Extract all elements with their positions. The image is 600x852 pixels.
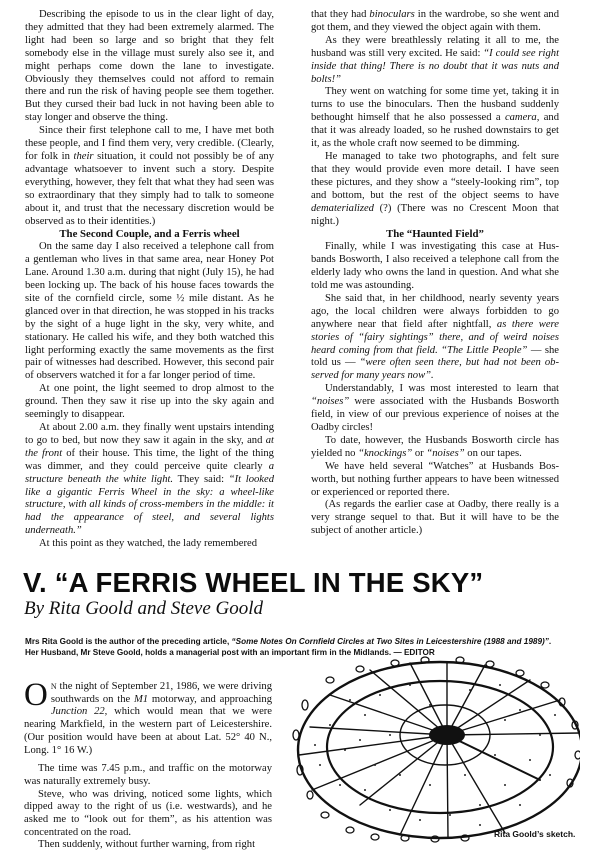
right-column bbox=[311, 9, 559, 538]
paragraph: Then suddenly, without further warning, from right bbox=[38, 839, 256, 851]
paragraph: At one point, the light seemed to drop almost to the ground. Then they saw it rise up into the sky again and seemingly to disappear. bbox=[25, 383, 274, 421]
paragraph: As they were breathlessly relating it all to me, the husband was still very excited. He said: “I could see right inside that thing! There is no doubt that it was nuts and bolts!” bbox=[311, 34, 560, 85]
paragraph: Describing the episode to us in the clear light of day, they admitted that they had been extremely alarmed. The light had been so large and so bright that they felt somebody else in the village must surely also see it, and might perhaps come down the lane to investigate. Obviously they themselves could not afford to remain there and run the risk of having people see them together. But they cursed their bad luck in not having been able to stay longer and observe the thing. bbox=[25, 9, 274, 124]
paragraph: Since their first telephone call to me, I have met both these people, and I find them very, very credible. (Clearly, for folk in their situation, it could not possibly be of any advantage whatsoever to invent such a story. Despite everything, however, they felt that what they had seen was so extraordinary that they simply had to talk to someone about it, and trust that the necessary discretion would be observed as to their identities.) bbox=[25, 125, 274, 227]
article-body bbox=[24, 677, 272, 852]
paragraph: They went on watching for some time yet, taking it in turns to use the binoculars. Then the husband suddenly bethought himself that he also possessed a camera, and that it was already loaded, so he rushed downstairs to get it, as the whole craft now seemed to be dimming. bbox=[311, 86, 559, 150]
paragraph: On the same day I also received a telephone call from a gentleman who lives in that same area, near Honey Pot Lane. Around 1.30 a.m. during that night (July 15), he had been locking up. The back of his house faces towards the site of the cornfield circle, some ½ mile distant. As he glanced over in that direction, he was stopped in his tracks by the sight of a huge light in the sky, very white, and stationary. He called his wife, and they both watched this light performing exactly the same movements as the first pair of witnesses had described. However, this second pair of observers watched it for a far longer period of time. bbox=[25, 241, 274, 382]
paragraph: The time was 7.45 p.m., and traffic on the motorway was naturally extremely busy. bbox=[24, 763, 272, 787]
spokes bbox=[299, 662, 580, 838]
ferris-wheel-sketch bbox=[290, 655, 580, 845]
figure-caption: Rita Goold’s sketch. bbox=[494, 829, 576, 839]
paragraph: To date, however, the Husbands Bosworth circle has yielded no “knockings” or “noises” on our tapes. bbox=[311, 434, 559, 459]
paragraph: We have held several “Watches” at Husbands Bosworth, but nothing further appears to have been witnessed or experienced or reported there. bbox=[311, 460, 559, 498]
paragraph: Finally, while I was investigating this case at Husbands Bosworth, I also received a telephone call from the elderly lady who owns the land in question. And what she told me was astounding. bbox=[311, 241, 559, 292]
section-heading: The “Haunted Field” bbox=[386, 228, 484, 241]
drop-cap: O bbox=[24, 677, 48, 713]
editor-note: Mrs Rita Goold is the author of the preceding article, “Some Notes On Cornfield Circles at Two Sites in Leicestershire (1988 and 1989)”. Her Husband, Mr Steve Goold, holds a managerial post with an important firm in the Midlands. — EDITOR bbox=[25, 637, 552, 657]
section-heading: The Second Couple, and a Ferris wheel bbox=[59, 228, 240, 241]
paragraph: Steve, who was driving, noticed some lights, which dipped away to the right of us (i.e. westwards), and he asked me to “look out for them”, as his attention was concentrated on the road. bbox=[24, 788, 272, 838]
paragraph: Understandably, I was most interested to learn that “noises” were associated with the Husbands Bosworth field, in view of our previous experience of noises at the Oadby circles! bbox=[311, 383, 559, 433]
hub bbox=[429, 725, 465, 745]
paragraph: She said that, in her childhood, nearly seventy years ago, the local children were always forbidden to go anywhere near that field after nightfall, as there were stories of “fairy sightings” there, and of weird noises heard coming from that field. “The Little People” — she told us — “were often seen there, but had not been observed for many years now”. bbox=[311, 292, 560, 382]
paragraph: ON the night of September 21, 1986, we were driving southwards on the M1 motorway, and approaching Junction 22, which would mean that we were nearing Markfield, in the western part of Leicestershire. (Our position would have been at about Lat. 52° 40 N., Long. 1° 16 W.) bbox=[24, 677, 272, 756]
paragraph: He managed to take two photographs, and felt sure that they would provide even more detail. I have seen these pictures, and they show a “steely-looking rim”, top and bottom, but the rest of the object seems to have dematerialized (?) (There was no Crescent Moon that night.) bbox=[311, 150, 559, 227]
article-byline: By Rita Goold and Steve Goold bbox=[24, 598, 264, 619]
paragraph: At about 2.00 a.m. they finally went upstairs intending to go to bed, but now they saw it again in the sky, and at the front of their house. This time, the light of the thing was dimmer, and they could perceive quite clearly a structure beneath the white light. They said: “It looked like a gigantic Ferris Wheel in the sky: a wheel-like structure, with all kinds of cross-members in the middle: it had the appearance of steel, and several lights underneath.” bbox=[25, 422, 274, 537]
left-column bbox=[25, 9, 274, 551]
article-title: V. “A FERRIS WHEEL IN THE SKY” bbox=[23, 567, 484, 598]
paragraph: (As regards the earlier case at Oadby, there really is a very strange sequel to that. But it will have to be the subject of another article.) bbox=[311, 499, 559, 537]
paragraph: At this point as they watched, the lady remembered bbox=[39, 538, 257, 550]
paragraph: that they had binoculars in the wardrobe, so she went and got them, and they viewed the object again with them. bbox=[311, 9, 559, 33]
